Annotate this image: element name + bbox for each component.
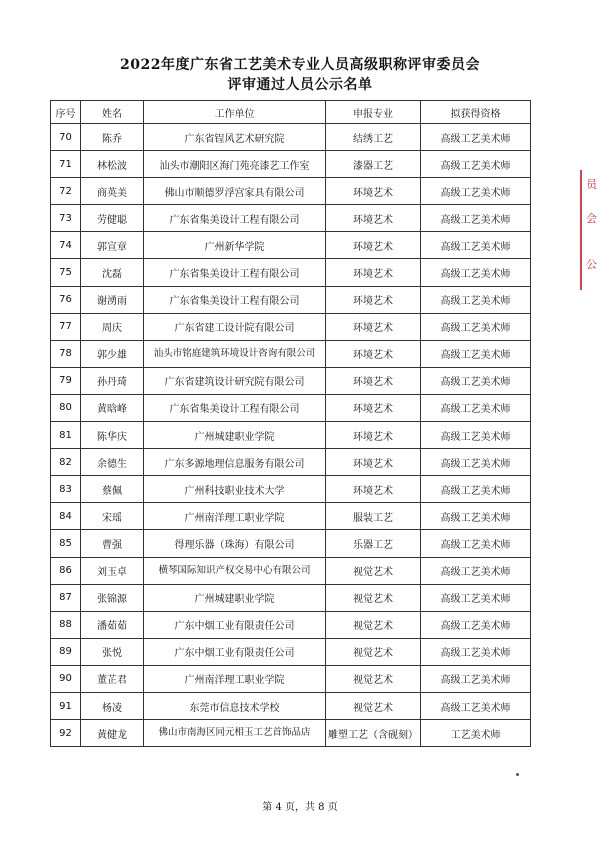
table-row (51, 232, 531, 259)
row-unit: 广东省集美设计工程有限公司 (144, 205, 326, 232)
row-qualification: 高级工艺美术师 (421, 503, 531, 530)
row-qualification: 高级工艺美术师 (421, 476, 531, 503)
row-no: 81 (51, 422, 81, 449)
table-row (51, 665, 531, 692)
row-unit: 东莞市信息技术学校 (144, 692, 326, 719)
row-no: 74 (51, 232, 81, 259)
stamp-char: 会 (586, 212, 597, 225)
row-no: 91 (51, 692, 81, 719)
row-major: 环境艺术 (326, 340, 421, 367)
seal-stamp-fragment (580, 170, 600, 290)
row-name: 杨凌 (81, 692, 144, 719)
row-name: 陈乔 (81, 124, 144, 151)
table-row (51, 259, 531, 286)
row-qualification: 高级工艺美术师 (421, 151, 531, 178)
table-row (51, 530, 531, 557)
row-major: 视觉艺术 (326, 665, 421, 692)
row-unit: 广东多源地理信息服务有限公司 (144, 449, 326, 476)
row-major: 结绣工艺 (326, 124, 421, 151)
row-qualification: 高级工艺美术师 (421, 286, 531, 313)
row-name: 郭宣章 (81, 232, 144, 259)
row-major: 环境艺术 (326, 422, 421, 449)
row-no: 79 (51, 367, 81, 394)
row-unit: 广东省建筑设计研究院有限公司 (144, 367, 326, 394)
row-unit: 广东省集美设计工程有限公司 (144, 286, 326, 313)
table-row (51, 367, 531, 394)
row-major: 服装工艺 (326, 503, 421, 530)
table-row (51, 151, 531, 178)
row-no: 90 (51, 665, 81, 692)
row-name: 曹强 (81, 530, 144, 557)
row-name: 孙丹琦 (81, 367, 144, 394)
row-major: 乐器工艺 (326, 530, 421, 557)
table-row (51, 205, 531, 232)
table-row (51, 638, 531, 665)
row-qualification: 高级工艺美术师 (421, 259, 531, 286)
row-no: 82 (51, 449, 81, 476)
roster-table (50, 100, 531, 747)
row-unit: 广州城建职业学院 (144, 422, 326, 449)
row-name: 张悦 (81, 638, 144, 665)
row-name: 董芷君 (81, 665, 144, 692)
row-name: 林松波 (81, 151, 144, 178)
row-unit: 广东省集美设计工程有限公司 (144, 394, 326, 421)
row-no: 75 (51, 259, 81, 286)
header-major: 申报专业 (326, 101, 421, 124)
row-unit: 广东省锃风艺术研究院 (144, 124, 326, 151)
row-qualification: 工艺美术师 (421, 720, 531, 747)
row-major: 雕塑工艺（含砚刻） (326, 720, 421, 747)
row-no: 89 (51, 638, 81, 665)
row-unit: 佛山市南海区同元相玉工艺首饰品店 (144, 720, 326, 747)
row-unit: 得理乐器（珠海）有限公司 (144, 530, 326, 557)
row-name: 谢湧雨 (81, 286, 144, 313)
table-row (51, 394, 531, 421)
header-qualification: 拟获得资格 (421, 101, 531, 124)
header-no: 序号 (51, 101, 81, 124)
row-major: 视觉艺术 (326, 584, 421, 611)
table-row (51, 720, 531, 747)
page-footer: 第 4 页，共 8 页 (262, 802, 338, 813)
row-unit: 广州科技职业技术大学 (144, 476, 326, 503)
row-major: 环境艺术 (326, 259, 421, 286)
row-name: 蔡佩 (81, 476, 144, 503)
row-qualification: 高级工艺美术师 (421, 367, 531, 394)
row-no: 84 (51, 503, 81, 530)
row-name: 劳健聪 (81, 205, 144, 232)
table-row (51, 178, 531, 205)
row-major: 视觉艺术 (326, 638, 421, 665)
header-name: 姓名 (81, 101, 144, 124)
row-major: 环境艺术 (326, 313, 421, 340)
row-qualification: 高级工艺美术师 (421, 178, 531, 205)
row-no: 87 (51, 584, 81, 611)
row-qualification: 高级工艺美术师 (421, 205, 531, 232)
row-name: 沈磊 (81, 259, 144, 286)
row-no: 80 (51, 394, 81, 421)
row-no: 70 (51, 124, 81, 151)
stamp-char: 公 (586, 258, 597, 271)
stamp-char: 员 (586, 178, 597, 191)
row-no: 72 (51, 178, 81, 205)
row-qualification: 高级工艺美术师 (421, 313, 531, 340)
row-unit: 广东省建工设计院有限公司 (144, 313, 326, 340)
row-unit: 广州城建职业学院 (144, 584, 326, 611)
row-qualification: 高级工艺美术师 (421, 530, 531, 557)
table-row (51, 584, 531, 611)
table-row (51, 124, 531, 151)
roster-body (51, 124, 531, 747)
row-name: 黄晗峰 (81, 394, 144, 421)
row-unit: 广东中烟工业有限责任公司 (144, 611, 326, 638)
table-header-row (51, 101, 531, 124)
title-line-1: 2022年度广东省工艺美术专业人员高级职称评审委员会 (120, 57, 480, 73)
row-unit: 佛山市顺德罗浮宫家具有限公司 (144, 178, 326, 205)
row-name: 刘玉卓 (81, 557, 144, 584)
row-no: 83 (51, 476, 81, 503)
row-no: 85 (51, 530, 81, 557)
row-name: 宋瑶 (81, 503, 144, 530)
title-line-2: 评审通过人员公示名单 (227, 77, 373, 93)
row-major: 环境艺术 (326, 394, 421, 421)
row-unit: 汕头市潮阳区海门苑亮漆艺工作室 (144, 151, 326, 178)
row-unit: 广州新华学院 (144, 232, 326, 259)
row-major: 环境艺术 (326, 205, 421, 232)
table-row (51, 692, 531, 719)
row-name: 商英美 (81, 178, 144, 205)
table-row (51, 476, 531, 503)
row-major: 视觉艺术 (326, 557, 421, 584)
row-qualification: 高级工艺美术师 (421, 611, 531, 638)
row-no: 88 (51, 611, 81, 638)
row-no: 92 (51, 720, 81, 747)
row-no: 71 (51, 151, 81, 178)
row-qualification: 高级工艺美术师 (421, 124, 531, 151)
row-no: 76 (51, 286, 81, 313)
row-major: 视觉艺术 (326, 611, 421, 638)
row-name: 张锦源 (81, 584, 144, 611)
row-no: 86 (51, 557, 81, 584)
row-major: 环境艺术 (326, 232, 421, 259)
row-qualification: 高级工艺美术师 (421, 692, 531, 719)
row-qualification: 高级工艺美术师 (421, 557, 531, 584)
row-name: 余德生 (81, 449, 144, 476)
row-name: 黄健龙 (81, 720, 144, 747)
row-name: 陈华庆 (81, 422, 144, 449)
ink-dot (516, 773, 519, 776)
row-unit: 广东省集美设计工程有限公司 (144, 259, 326, 286)
row-major: 环境艺术 (326, 178, 421, 205)
table-row (51, 340, 531, 367)
row-qualification: 高级工艺美术师 (421, 394, 531, 421)
table-row (51, 449, 531, 476)
row-qualification: 高级工艺美术师 (421, 232, 531, 259)
table-row (51, 503, 531, 530)
row-no: 77 (51, 313, 81, 340)
row-no: 78 (51, 340, 81, 367)
row-major: 漆器工艺 (326, 151, 421, 178)
row-qualification: 高级工艺美术师 (421, 340, 531, 367)
row-qualification: 高级工艺美术师 (421, 422, 531, 449)
row-no: 73 (51, 205, 81, 232)
row-unit: 广州南洋理工职业学院 (144, 503, 326, 530)
table-row (51, 611, 531, 638)
table-row (51, 422, 531, 449)
table-row (51, 557, 531, 584)
row-unit: 横琴国际知识产权交易中心有限公司 (144, 557, 326, 584)
row-name: 潘茹茹 (81, 611, 144, 638)
row-major: 视觉艺术 (326, 692, 421, 719)
row-qualification: 高级工艺美术师 (421, 584, 531, 611)
row-qualification: 高级工艺美术师 (421, 638, 531, 665)
row-unit: 广东中烟工业有限责任公司 (144, 638, 326, 665)
row-unit: 汕头市铭庭建筑环境设计咨询有限公司 (144, 340, 326, 367)
row-major: 环境艺术 (326, 449, 421, 476)
table-row (51, 286, 531, 313)
row-name: 郭少雄 (81, 340, 144, 367)
row-name: 周庆 (81, 313, 144, 340)
row-qualification: 高级工艺美术师 (421, 665, 531, 692)
table-row (51, 313, 531, 340)
row-major: 环境艺术 (326, 367, 421, 394)
row-unit: 广州南洋理工职业学院 (144, 665, 326, 692)
row-major: 环境艺术 (326, 286, 421, 313)
row-major: 环境艺术 (326, 476, 421, 503)
row-qualification: 高级工艺美术师 (421, 449, 531, 476)
header-unit: 工作单位 (144, 101, 326, 124)
